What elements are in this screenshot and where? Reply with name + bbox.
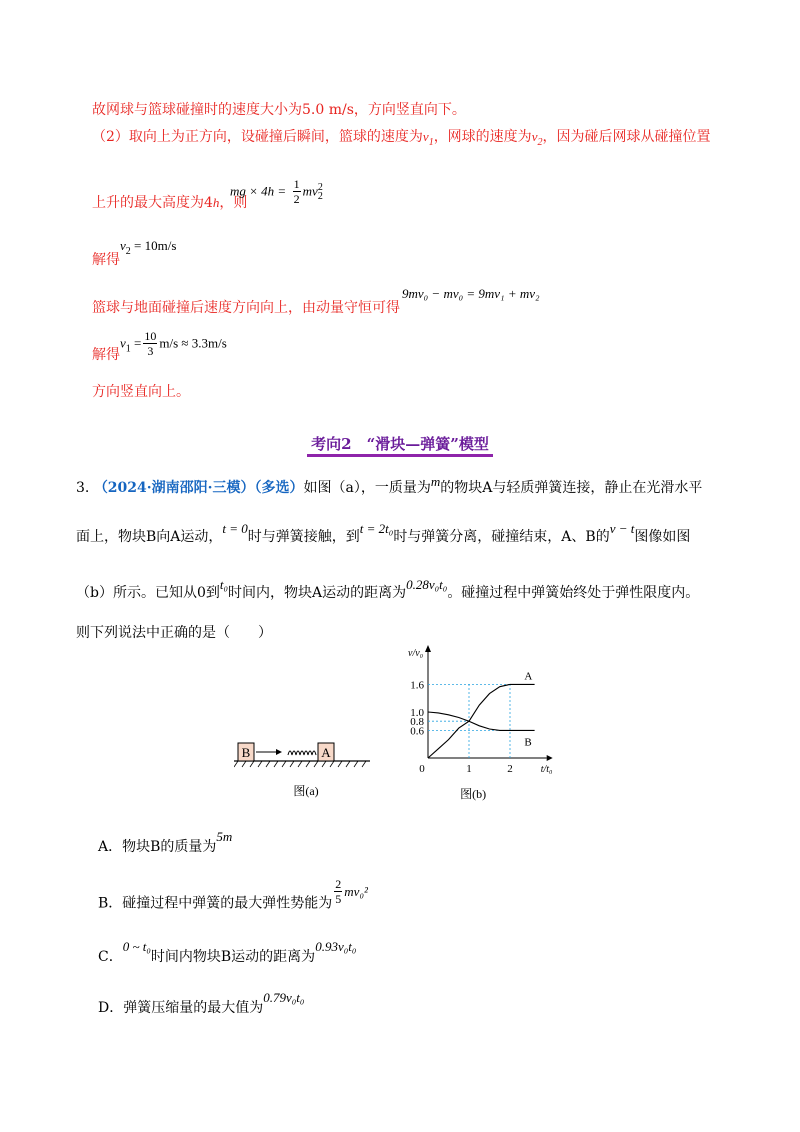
option-b-value: mv₀²	[344, 883, 368, 899]
option-c-text: 时间内物块B运动的距离为	[150, 949, 316, 965]
v1-subscript: 1	[428, 136, 434, 148]
option-b[interactable]	[98, 877, 368, 917]
v2-value: = 10m/s	[130, 238, 177, 253]
solution-line-5: 篮球与地面碰撞后速度方向向上，由动量守恒可得	[92, 300, 400, 316]
option-b-label: B．碰撞过程中弹簧的最大弹性势能为	[98, 895, 333, 912]
option-d[interactable]	[98, 990, 305, 1017]
equation-energy	[230, 178, 323, 205]
question-text-3a: （b）所示。已知从0到	[76, 585, 220, 601]
fraction-denominator-3: 3	[147, 344, 154, 358]
fraction-one-half	[293, 178, 301, 205]
section-title-text: 考向2 “滑块—弹簧”模型	[307, 435, 493, 457]
v1-eq-sign: =	[130, 335, 142, 351]
solution-line-7: 方向竖直向上。	[92, 384, 190, 400]
question-text-2c: 时与弹簧分离，碰撞结束，A、B的	[393, 529, 610, 545]
solve-label: 解得	[92, 252, 120, 268]
equation-energy-indices	[318, 183, 323, 201]
y-tick-label: 1.6	[410, 679, 424, 692]
h-symbol: h	[212, 195, 220, 210]
section-title	[0, 433, 800, 454]
figure-b-caption: 图(b)	[460, 787, 487, 801]
solution-line-2-text: （2）取向上为正方向，设碰撞后瞬间，篮球的速度为	[92, 129, 423, 145]
question-text-3c: 。碰撞过程中弹簧始终处于弹性限度内。	[447, 585, 700, 601]
velocity-time-chart	[398, 640, 568, 805]
option-c[interactable]	[98, 939, 357, 966]
x-tick-label: 1	[466, 763, 472, 775]
origin-label: 0	[419, 763, 425, 775]
mass-symbol: m	[430, 474, 441, 489]
t-zero: t = 0	[222, 521, 248, 536]
solve-line-2	[92, 344, 120, 364]
equation-momentum: 9mv₀ − mv₀ = 9mv₁ + mv₂	[402, 286, 540, 301]
curve-a-label: A	[524, 670, 533, 683]
option-b-denominator: 5	[335, 892, 342, 906]
v2-subscript: 2	[537, 136, 543, 148]
question-text-2d: 图像如图	[634, 529, 691, 545]
option-b-formula	[332, 877, 368, 906]
question-line-3	[76, 577, 700, 602]
distance-a: 0.28v₀t₀	[406, 577, 448, 592]
question-type: （多选）	[254, 480, 304, 496]
solution-line-2	[92, 126, 710, 148]
option-c-value: 0.93v₀t₀	[315, 939, 357, 954]
question-text-3b: 时间内，物块A运动的距离为	[228, 585, 407, 601]
v-t-label: v − t	[609, 521, 635, 536]
option-c-label: C．	[98, 949, 123, 965]
y-axis-label: v/v₀	[408, 648, 424, 659]
question-text-2a: 面上，物块B向A运动，	[76, 529, 223, 545]
superscript: 2	[317, 181, 323, 193]
figure-a-svg	[234, 737, 374, 807]
question-text-2b: 时与弹簧接触，到	[247, 529, 360, 545]
y-tick-label: 1.0	[410, 707, 424, 719]
option-a-label: A．物块B的质量为	[98, 839, 217, 855]
v1-eq-subscript: 1	[125, 343, 131, 355]
solution-line-3-text: 上升的最大高度为4	[92, 195, 213, 211]
v1-eq-symbol: v	[120, 335, 126, 351]
question-line-2	[76, 521, 691, 546]
fraction-two-fifths	[334, 878, 342, 905]
solution-line-2-text-b: ，网球的速度为	[433, 129, 532, 145]
equation-v2	[120, 238, 176, 257]
fraction-numerator: 1	[293, 177, 300, 191]
equation-v1	[120, 330, 227, 357]
x-axis-label: t/t₀	[540, 764, 553, 775]
spring-icon	[288, 751, 316, 755]
question-line-1	[76, 474, 703, 497]
x-axis-arrow	[547, 755, 553, 761]
x-tick-label: 2	[507, 763, 513, 775]
option-b-numerator: 2	[335, 877, 342, 891]
solution-line-3-text-b: ，则	[219, 195, 248, 211]
question-number: 3.	[76, 480, 90, 496]
v2-symbol: v	[531, 129, 538, 144]
solution-line-3	[92, 192, 247, 212]
option-d-label: D．弹簧压缩量的最大值为	[98, 1000, 264, 1016]
solve-line-1	[92, 249, 120, 269]
figure-b	[398, 640, 568, 805]
equation-energy-left: mg × 4h =	[230, 183, 287, 199]
curve-b-label: B	[524, 736, 532, 749]
option-a-value: 5m	[216, 829, 233, 844]
v1-symbol: v	[422, 129, 429, 144]
solution-line-1: 故网球与篮球碰撞时的速度大小为5.0 m/s，方向竖直向下。	[92, 102, 466, 118]
question-line-4: 则下列说法中正确的是（ ）	[76, 625, 272, 641]
y-axis-arrow	[425, 645, 431, 652]
equation-energy-right: mv	[302, 183, 318, 199]
option-c-range: 0 ~ t₀	[122, 939, 151, 954]
v2-eq-subscript: 2	[125, 245, 131, 257]
fraction-ten-thirds	[143, 330, 157, 357]
series-line-a	[428, 684, 535, 758]
y-tick-label: 0.6	[410, 725, 424, 738]
question-text-1b: 的物块A与轻质弹簧连接，静止在光滑水平	[440, 480, 703, 496]
figure-a-caption: 图(a)	[293, 784, 319, 798]
solve-label-2: 解得	[92, 347, 120, 363]
subscript: 2	[317, 190, 323, 202]
series-line-b	[428, 712, 535, 730]
question-source: （2024·湖南邵阳·三模）	[93, 480, 255, 496]
figure-a	[234, 737, 374, 807]
solution-line-2-text-c: ，因为碰后网球从碰撞位置	[542, 129, 711, 145]
option-d-value: 0.79v₀t₀	[263, 990, 305, 1005]
fraction-numerator-10: 10	[144, 329, 157, 343]
y-tick-label: 0.8	[410, 716, 424, 729]
v2-symbol-eq: v	[120, 238, 126, 253]
fraction-denominator: 2	[293, 192, 300, 206]
t0-symbol: t₀	[219, 577, 229, 592]
v1-value: m/s ≈ 3.3m/s	[159, 335, 227, 351]
question-text-1a: 如图（a），一质量为	[303, 480, 431, 496]
t-two-t0: t = 2t₀	[359, 521, 394, 536]
block-a-label: A	[321, 745, 331, 760]
block-b-label: B	[241, 745, 251, 760]
option-a[interactable]	[98, 829, 233, 856]
